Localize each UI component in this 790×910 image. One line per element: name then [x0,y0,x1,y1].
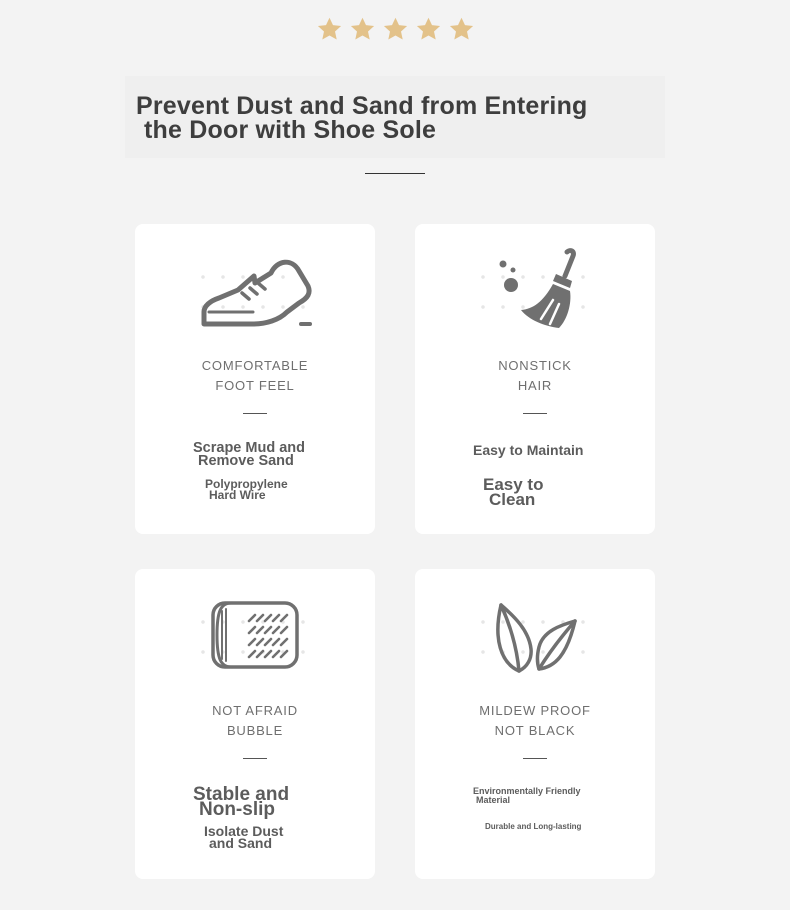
card-feature-text-line1: Scrape Mud and [193,440,305,456]
star-rating [0,16,790,43]
card-material-text [485,822,581,831]
card-divider [243,758,267,759]
card-material-text-line2: Hard Wire [209,488,266,502]
card-heading [415,356,655,396]
card-feature-text [473,787,581,805]
leaves-icon [471,591,601,681]
card-divider [243,413,267,414]
card-heading-line2: NOT BLACK [494,723,576,738]
card-heading-line2: HAIR [517,378,553,393]
card-feature-text [193,442,305,468]
title-divider [365,173,425,174]
feature-card-bubble [135,569,375,879]
card-feature-text-line2: Material [476,795,511,805]
mat-icon [191,591,321,681]
card-heading-line1: NOT AFRAID [212,703,298,718]
card-feature-text [473,443,583,457]
shoe-icon [191,246,321,336]
card-material-text-line2: Clean [489,490,536,509]
card-material-text-line1: Durable and Long-lasting [485,822,582,831]
card-feature-text-line1: Environmentally Friendly [473,786,581,796]
page-title-line2: the Door with Shoe Sole [144,116,437,144]
card-heading-line2: BUBBLE [226,723,284,738]
card-material-text-line1: Isolate Dust [204,823,284,839]
feature-card-mildew-proof [415,569,655,879]
star-icon [448,16,475,43]
star-icon [316,16,343,43]
feature-card-nonstick-hair [415,224,655,534]
card-heading-line1: NONSTICK [498,358,572,373]
card-heading [135,701,375,741]
star-icon [349,16,376,43]
page-title [136,94,676,142]
card-heading-line1: COMFORTABLE [201,358,309,373]
page-title-line1: Prevent Dust and Sand from Entering [136,92,588,120]
feature-card-foot-feel [135,224,375,534]
card-heading [135,356,375,396]
card-feature-text-line1: Stable and [193,784,290,805]
star-icon [415,16,442,43]
card-feature-text [193,784,290,820]
card-feature-text-line2: Remove Sand [198,453,294,469]
card-heading [415,701,655,741]
card-material-text-line1: Polypropylene [205,477,288,491]
card-feature-text-line2: Non-slip [199,799,275,820]
card-material-text [205,479,288,501]
card-heading-line1: MILDEW PROOF [479,703,591,718]
card-material-text [483,477,543,507]
card-feature-text-line1: Easy to Maintain [473,442,584,458]
broom-icon [471,246,601,336]
card-divider [523,413,547,414]
card-divider [523,758,547,759]
card-material-text-line1: Easy to [483,475,544,494]
card-material-text [204,825,283,849]
card-material-text-line2: and Sand [209,835,273,851]
star-icon [382,16,409,43]
card-heading-line2: FOOT FEEL [215,378,295,393]
